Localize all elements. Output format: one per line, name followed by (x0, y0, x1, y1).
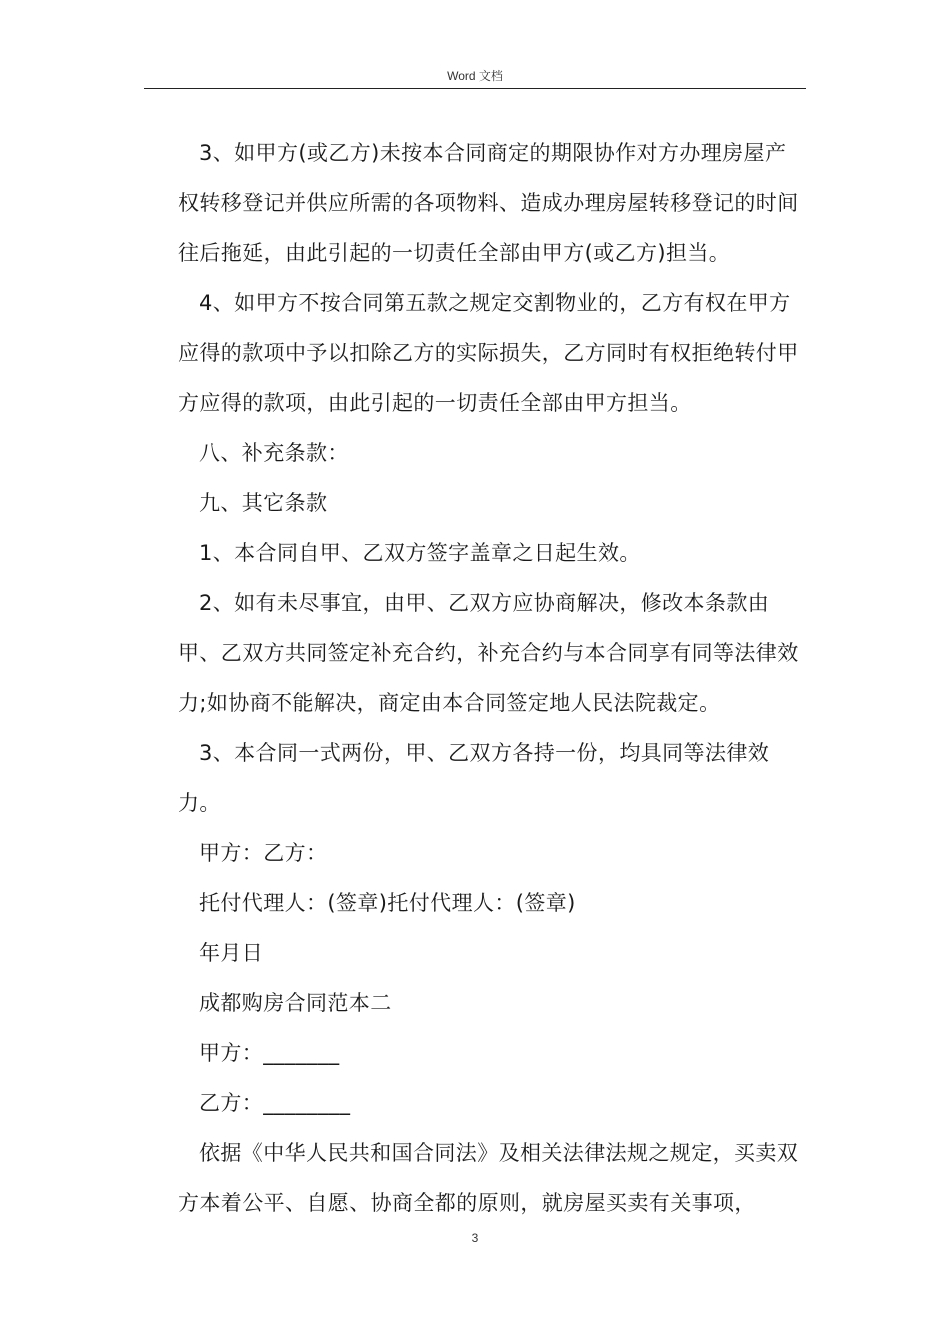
paragraph-other-1-effective: 1、本合同自甲、乙双方签字盖章之日起生效。 (199, 541, 641, 565)
contract-title-sample-two: 成都购房合同范本二 (199, 991, 392, 1015)
paragraph-other-2-unresolved-matters: 2、如有未尽事宜，由甲、乙双方应协商解决，修改本条款由甲、乙双方共同签定补充合约，补充合约与本合同享有同等法律效力;如协商不能解决，商定由本合同签定地人民法院裁定。 (178, 591, 799, 715)
party-b-blank: 乙方：________ (199, 1091, 351, 1115)
signature-agents-line: 托付代理人：(签章)托付代理人：(签章) (199, 891, 576, 915)
page-number: 3 (471, 1231, 479, 1245)
page-header (144, 62, 806, 89)
paragraph-clause-4-property-handover: 4、如甲方不按合同第五款之规定交割物业的，乙方有权在甲方应得的款项中予以扣除乙方的实际损失，乙方同时有权拒绝转付甲方应得的款项，由此引起的一切责任全部由甲方担当。 (178, 291, 799, 415)
signature-date-line: 年月日 (199, 941, 264, 965)
signature-parties-line: 甲方：乙方： (199, 841, 328, 865)
document-body (178, 128, 806, 1228)
header-title: Word 文档 (447, 69, 503, 83)
paragraph-clause-3-registration-delay: 3、如甲方(或乙方)未按本合同商定的期限协作对方办理房屋产权转移登记并供应所需的各项物料、造成办理房屋转移登记的时间往后拖延，由此引起的一切责任全部由甲方(或乙方)担当。 (178, 141, 799, 265)
paragraph-other-3-copies: 3、本合同一式两份，甲、乙双方各持一份，均具同等法律效力。 (178, 741, 770, 815)
section-heading-other-terms: 九、其它条款 (199, 491, 328, 515)
party-a-blank: 甲方：_______ (199, 1041, 340, 1065)
paragraph-preamble: 依据《中华人民共和国合同法》及相关法律法规之规定，买卖双方本着公平、自愿、协商全都的原则，就房屋买卖有关事项， (178, 1141, 799, 1215)
section-heading-supplementary-terms: 八、补充条款： (199, 441, 349, 465)
